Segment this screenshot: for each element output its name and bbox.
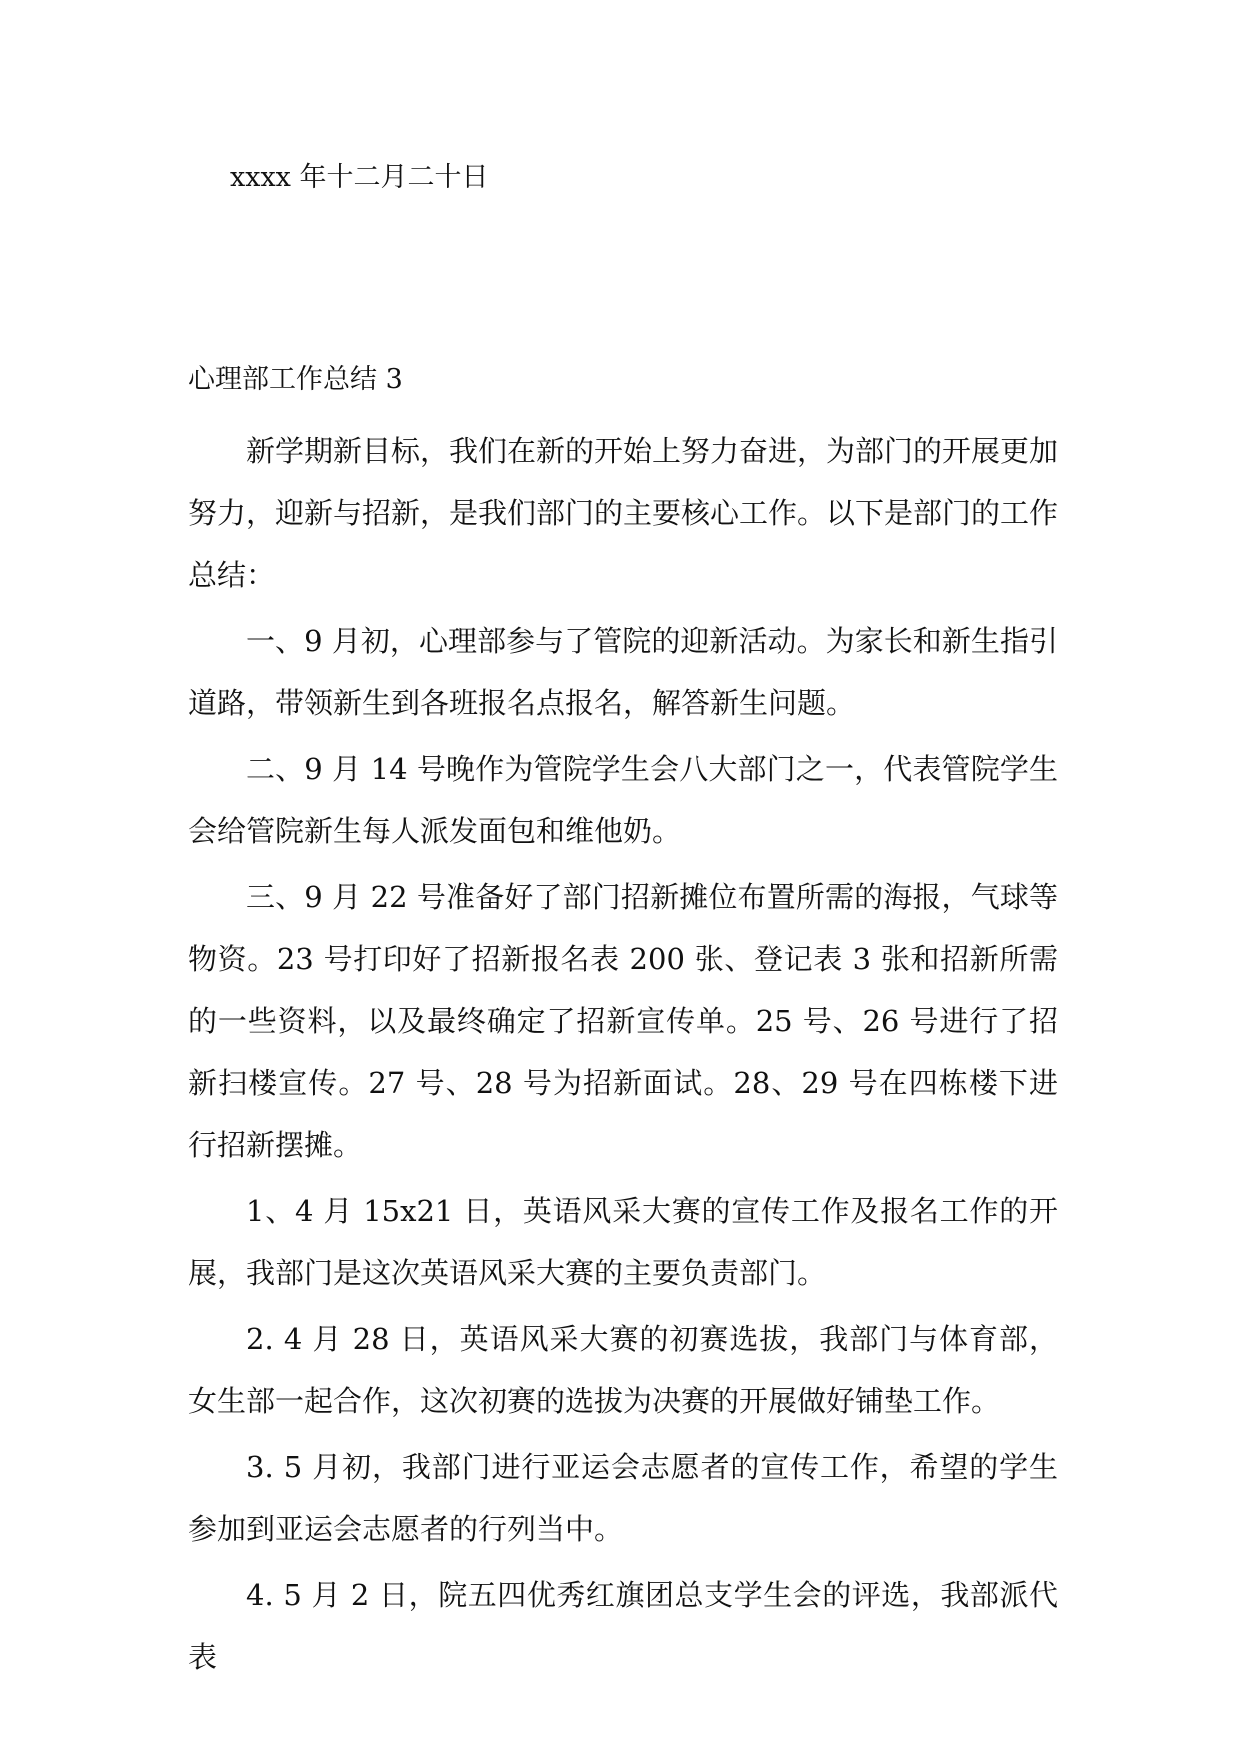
section-title: 心理部工作总结 3 bbox=[188, 364, 403, 395]
paragraph-subitem-1: 1、4 月 15x21 日，英语风采大赛的宣传工作及报名工作的开展，我部门是这次英语风采大赛的主要负责部门。 bbox=[188, 1194, 1058, 1290]
paragraph-intro: 新学期新目标，我们在新的开始上努力奋进，为部门的开展更加努力，迎新与招新，是我们部门的主要核心工作。以下是部门的工作总结： bbox=[188, 434, 1059, 592]
paragraph-subitem-4: 4. 5 月 2 日，院五四优秀红旗团总支学生会的评选，我部派代表 bbox=[188, 1578, 1058, 1674]
paragraph-item-3: 三、9 月 22 号准备好了部门招新摊位布置所需的海报，气球等物资。23 号打印好了招新报名表 200 张、登记表 3 张和招新所需的一些资料，以及最终确定了招新宣传单。25 号、26 号进行了招新扫楼宣传。27 号、28 号为招新面试。28、29 号在四栋楼下进行招新摆摊。 bbox=[188, 880, 1058, 1162]
paragraph-item-1: 一、9 月初，心理部参与了管院的迎新活动。为家长和新生指引道路，带领新生到各班报名点报名，解答新生问题。 bbox=[188, 624, 1058, 720]
paragraph-subitem-2: 2. 4 月 28 日，英语风采大赛的初赛选拔，我部门与体育部，女生部一起合作，这次初赛的选拔为决赛的开展做好铺垫工作。 bbox=[188, 1322, 1058, 1418]
body-text bbox=[188, 420, 1058, 1692]
date-line: xxxx 年十二月二十日 bbox=[230, 162, 489, 193]
paragraph-subitem-3: 3. 5 月初，我部门进行亚运会志愿者的宣传工作，希望的学生参加到亚运会志愿者的行列当中。 bbox=[188, 1450, 1058, 1546]
paragraph-item-2: 二、9 月 14 号晚作为管院学生会八大部门之一，代表管院学生会给管院新生每人派发面包和维他奶。 bbox=[188, 752, 1058, 848]
